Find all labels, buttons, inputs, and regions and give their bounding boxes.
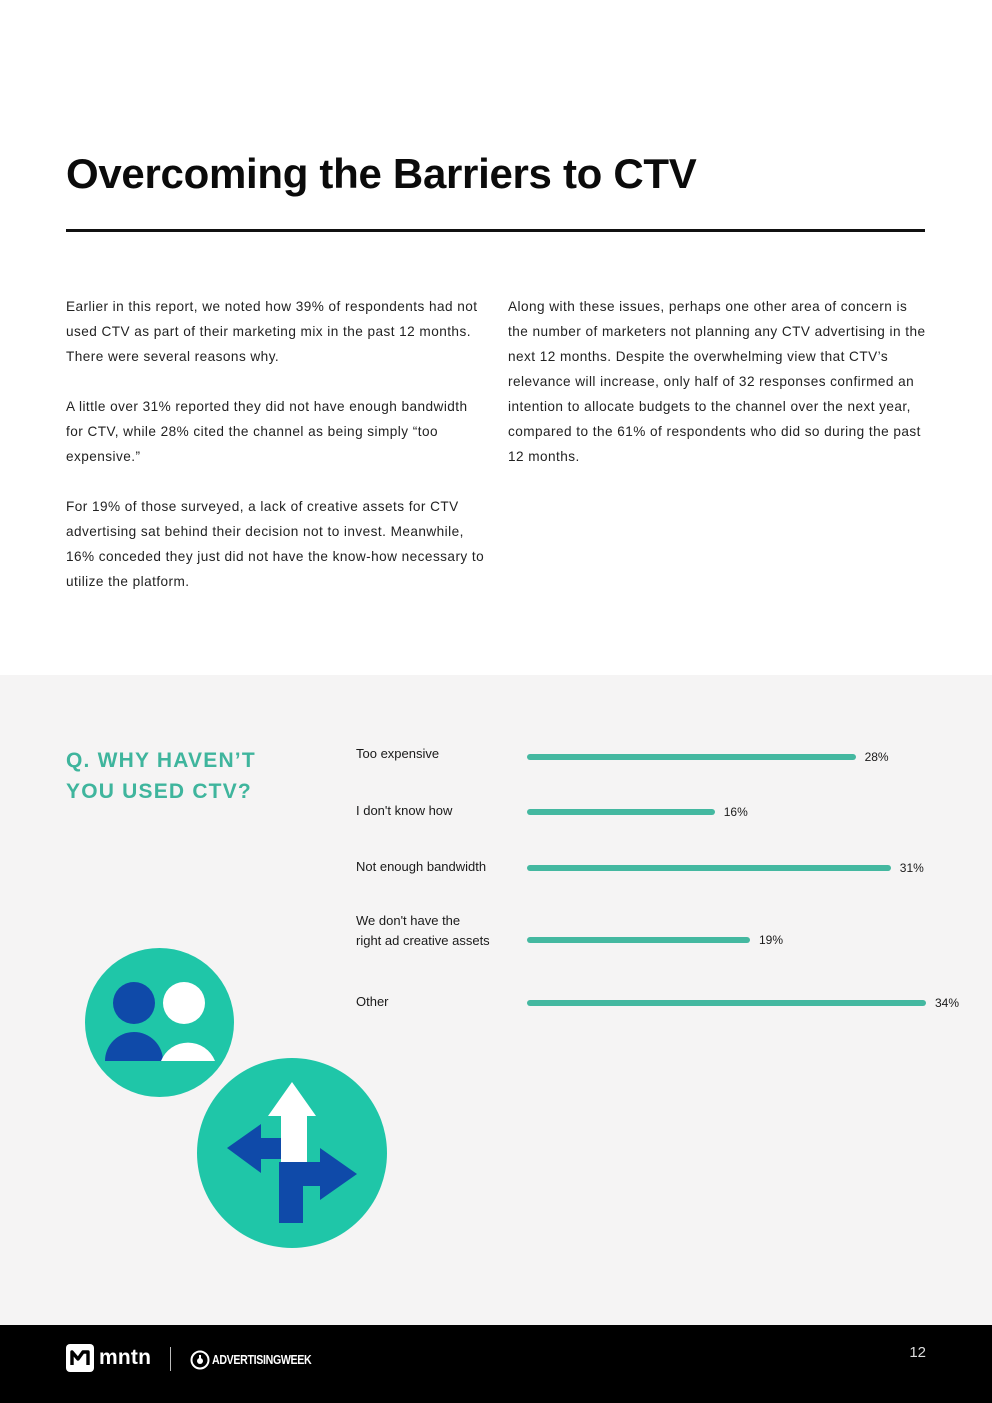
footer-divider xyxy=(170,1347,171,1371)
bar-label: Not enough bandwidth xyxy=(356,859,487,874)
mntn-wordmark: mntn xyxy=(99,1346,152,1369)
bar-label: We don't have the right ad creative assets xyxy=(356,913,490,948)
mntn-logo-icon xyxy=(66,1344,94,1372)
paragraph: A little over 31% reported they did not have enough bandwidth for CTV, while 28% cited the channel as being simply “too expensive.” xyxy=(66,399,468,464)
bar-label: Other xyxy=(356,994,389,1009)
advertising-week-logo-icon xyxy=(190,1350,210,1370)
bar-value-label: 31% xyxy=(899,861,924,875)
bar-value-label: 16% xyxy=(723,805,748,819)
title-divider xyxy=(66,229,925,232)
page-title: Overcoming the Barriers to CTV xyxy=(66,150,697,197)
survey-question: Q. WHY HAVEN’T YOU USED CTV? xyxy=(66,749,256,803)
bar-label: I don't know how xyxy=(356,803,453,818)
paragraph: Earlier in this report, we noted how 39% of respondents had not used CTV as part of their marketing mix in the past 12 months. There were several reasons why. xyxy=(66,299,478,364)
advertising-week-wordmark: ADVERTISINGWEEK xyxy=(212,1353,312,1367)
bar-value-label: 19% xyxy=(758,933,783,947)
body-column-left xyxy=(66,294,486,619)
body-column-right xyxy=(508,294,928,494)
directional-arrows-icon xyxy=(197,1058,387,1248)
page-number: 12 xyxy=(909,1344,926,1361)
paragraph: Along with these issues, perhaps one other area of concern is the number of marketers not planning any CTV advertising in the next 12 months. Despite the overwhelming view that CTV’s relevance will increase, only half of 32 responses confirmed an intention to allocate budgets to the channel over the next year, compared to the 61% of respondents who did so during the past 12 months. xyxy=(508,299,926,464)
paragraph: For 19% of those surveyed, a lack of creative assets for CTV advertising sat behind their decision not to invest. Meanwhile, 16% conceded they just did not have the know-how necessary to utilize the platform. xyxy=(66,499,485,589)
bar-label: Too expensive xyxy=(356,746,440,761)
bar-value-label: 28% xyxy=(864,750,889,764)
bar-value-label: 34% xyxy=(935,996,960,1010)
